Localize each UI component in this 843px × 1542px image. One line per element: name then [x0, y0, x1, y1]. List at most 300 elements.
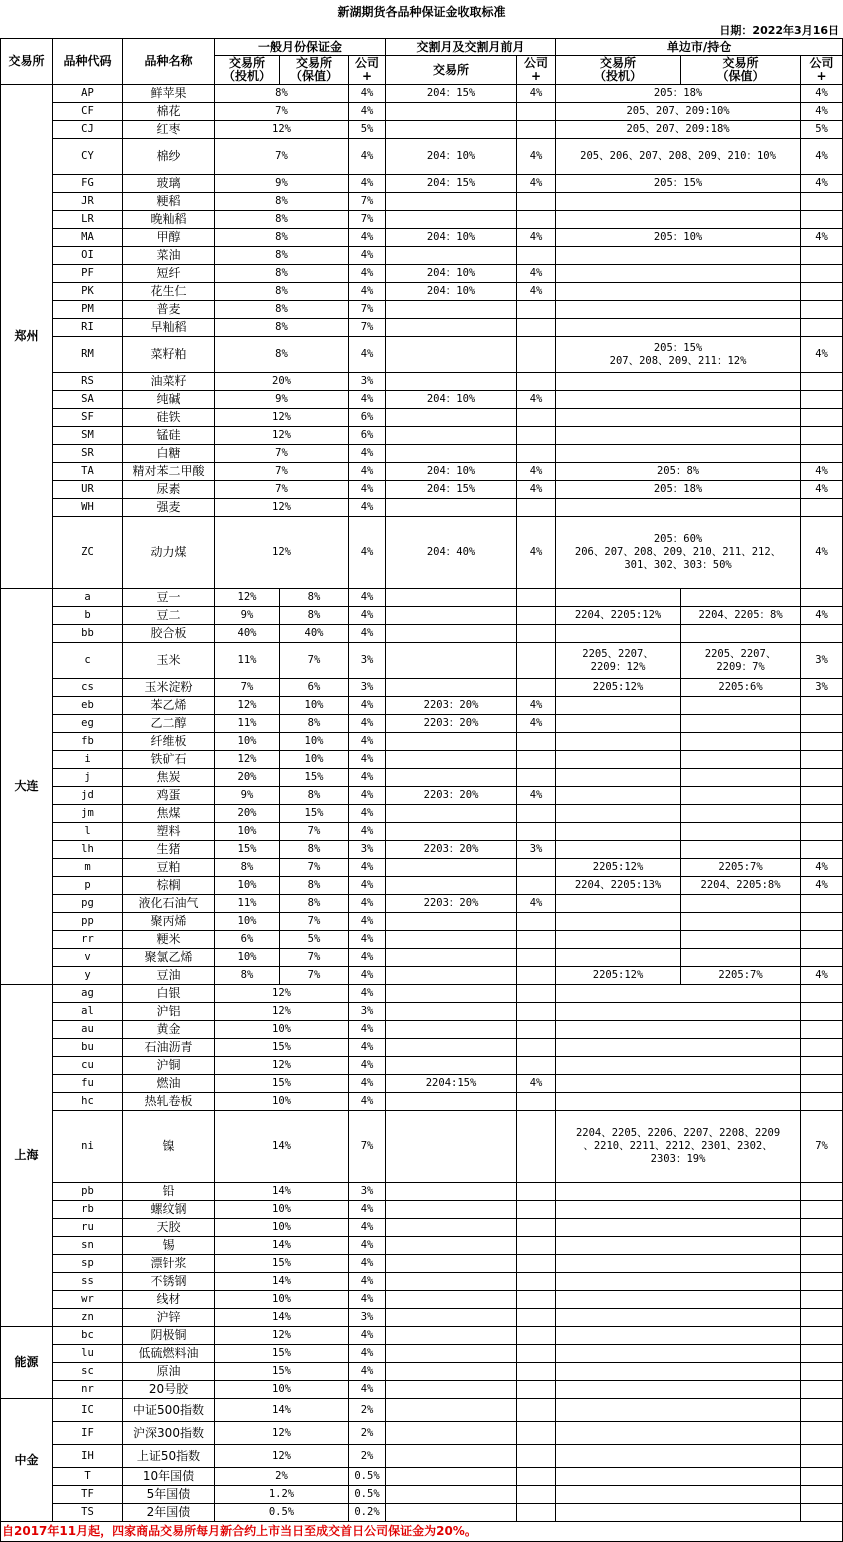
margin-general: 8%: [215, 319, 349, 337]
product-code: eg: [53, 715, 123, 733]
margin-spec: 9%: [215, 607, 280, 625]
table-row: [1, 1255, 843, 1273]
delivery-margin: [386, 859, 517, 877]
delivery-company: [517, 769, 556, 787]
product-code: IF: [53, 1422, 123, 1445]
product-name: 棉花: [123, 103, 215, 121]
uni-company: [801, 1399, 843, 1422]
margin-general: 8%: [215, 229, 349, 247]
product-name: 20号胶: [123, 1381, 215, 1399]
uni-spec: [556, 625, 681, 643]
delivery-company: [517, 1003, 556, 1021]
uni-margin: [556, 1021, 801, 1039]
uni-hedge: 2205、2207、 2209：7%: [681, 643, 801, 679]
company-margin: 3%: [349, 1003, 386, 1021]
uni-spec: [556, 841, 681, 859]
uni-margin: [556, 193, 801, 211]
margin-general: 12%: [215, 121, 349, 139]
margin-hedge: 10%: [280, 733, 349, 751]
delivery-margin: 2203：20%: [386, 841, 517, 859]
table-row: [1, 103, 843, 121]
uni-company: [801, 1237, 843, 1255]
uni-margin: [556, 499, 801, 517]
table-row: [1, 895, 843, 913]
delivery-margin: 204：10%: [386, 265, 517, 283]
company-margin: 4%: [349, 229, 386, 247]
company-margin: 3%: [349, 373, 386, 391]
margin-general: 9%: [215, 175, 349, 193]
table-row: [1, 967, 843, 985]
delivery-margin: [386, 1327, 517, 1345]
delivery-margin: 2203：20%: [386, 787, 517, 805]
product-code: cs: [53, 679, 123, 697]
uni-company: 4%: [801, 175, 843, 193]
margin-general: 12%: [215, 517, 349, 589]
product-code: PK: [53, 283, 123, 301]
company-margin: 3%: [349, 679, 386, 697]
uni-margin: [556, 1381, 801, 1399]
delivery-margin: [386, 499, 517, 517]
product-name: 漂针浆: [123, 1255, 215, 1273]
uni-margin: [556, 283, 801, 301]
delivery-margin: [386, 373, 517, 391]
delivery-margin: 204：15%: [386, 175, 517, 193]
delivery-margin: [386, 625, 517, 643]
company-margin: 6%: [349, 409, 386, 427]
company-margin: 2%: [349, 1445, 386, 1468]
company-margin: 4%: [349, 787, 386, 805]
product-name: 塑料: [123, 823, 215, 841]
uni-company: [801, 589, 843, 607]
uni-company: [801, 1219, 843, 1237]
margin-general: 15%: [215, 1255, 349, 1273]
product-name: 玉米: [123, 643, 215, 679]
company-margin: 4%: [349, 1039, 386, 1057]
uni-margin: [556, 1486, 801, 1504]
table-row: [1, 445, 843, 463]
company-margin: 3%: [349, 1309, 386, 1327]
delivery-company: [517, 301, 556, 319]
uni-spec: [556, 949, 681, 967]
uni-margin: 205：60% 206、207、208、209、210、211、212、 301、302、303：50%: [556, 517, 801, 589]
company-margin: 4%: [349, 139, 386, 175]
product-code: RI: [53, 319, 123, 337]
delivery-company: [517, 1363, 556, 1381]
margin-general: 10%: [215, 1219, 349, 1237]
delivery-company: [517, 733, 556, 751]
product-code: a: [53, 589, 123, 607]
table-row: [1, 1021, 843, 1039]
delivery-margin: [386, 427, 517, 445]
product-code: TA: [53, 463, 123, 481]
product-code: fu: [53, 1075, 123, 1093]
uni-margin: 205：15%: [556, 175, 801, 193]
company-margin: 4%: [349, 499, 386, 517]
delivery-company: 4%: [517, 787, 556, 805]
company-margin: 4%: [349, 1219, 386, 1237]
margin-hedge: 7%: [280, 823, 349, 841]
product-code: j: [53, 769, 123, 787]
margin-general: 20%: [215, 373, 349, 391]
margin-spec: 6%: [215, 931, 280, 949]
product-code: ZC: [53, 517, 123, 589]
company-margin: 4%: [349, 1201, 386, 1219]
product-code: JR: [53, 193, 123, 211]
table-row: [1, 85, 843, 103]
uni-margin: [556, 427, 801, 445]
delivery-margin: [386, 751, 517, 769]
table-row: [1, 733, 843, 751]
company-margin: 4%: [349, 517, 386, 589]
margin-hedge: 7%: [280, 859, 349, 877]
uni-company: [801, 1504, 843, 1522]
margin-general: 7%: [215, 445, 349, 463]
margin-general: 10%: [215, 1381, 349, 1399]
company-margin: 4%: [349, 463, 386, 481]
product-code: ag: [53, 985, 123, 1003]
product-name: 胶合板: [123, 625, 215, 643]
margin-general: 9%: [215, 391, 349, 409]
margin-spec: 11%: [215, 715, 280, 733]
uni-margin: [556, 373, 801, 391]
product-name: 10年国债: [123, 1468, 215, 1486]
delivery-company: 3%: [517, 841, 556, 859]
exchange-cell: 上海: [1, 985, 53, 1327]
delivery-margin: 204：10%: [386, 283, 517, 301]
delivery-margin: [386, 805, 517, 823]
uni-company: [801, 1363, 843, 1381]
uni-company: [801, 1183, 843, 1201]
header-delivery-company: 公司 +: [517, 56, 556, 85]
product-code: wr: [53, 1291, 123, 1309]
product-code: bu: [53, 1039, 123, 1057]
margin-hedge: 15%: [280, 769, 349, 787]
uni-company: [801, 949, 843, 967]
margin-general: 15%: [215, 1075, 349, 1093]
uni-company: [801, 787, 843, 805]
delivery-margin: [386, 1291, 517, 1309]
product-code: SM: [53, 427, 123, 445]
product-name: 早籼稻: [123, 319, 215, 337]
delivery-margin: [386, 211, 517, 229]
uni-margin: 205：8%: [556, 463, 801, 481]
company-margin: 4%: [349, 949, 386, 967]
margin-spec: 10%: [215, 913, 280, 931]
company-margin: 3%: [349, 1183, 386, 1201]
product-name: 乙二醇: [123, 715, 215, 733]
product-name: 玻璃: [123, 175, 215, 193]
margin-general: 15%: [215, 1363, 349, 1381]
delivery-margin: [386, 1183, 517, 1201]
date-label: 日期：2022年3月16日: [719, 24, 839, 37]
company-margin: 4%: [349, 967, 386, 985]
product-code: jm: [53, 805, 123, 823]
margin-spec: 11%: [215, 895, 280, 913]
product-name: 纤维板: [123, 733, 215, 751]
uni-margin: [556, 391, 801, 409]
table-row: [1, 1291, 843, 1309]
delivery-margin: [386, 1273, 517, 1291]
company-margin: 4%: [349, 103, 386, 121]
table-row: [1, 823, 843, 841]
margin-general: 15%: [215, 1345, 349, 1363]
table-row: [1, 229, 843, 247]
margin-hedge: 7%: [280, 967, 349, 985]
product-name: 动力煤: [123, 517, 215, 589]
uni-margin: [556, 445, 801, 463]
uni-company: 4%: [801, 517, 843, 589]
table-row: [1, 625, 843, 643]
header-code: 品种代码: [53, 39, 123, 85]
product-name: 聚氯乙烯: [123, 949, 215, 967]
uni-company: [801, 445, 843, 463]
uni-hedge: 2205:6%: [681, 679, 801, 697]
table-row: [1, 121, 843, 139]
table-row: [1, 841, 843, 859]
product-name: 甲醇: [123, 229, 215, 247]
company-margin: 4%: [349, 1363, 386, 1381]
delivery-company: 4%: [517, 85, 556, 103]
table-row: [1, 1309, 843, 1327]
table-row: [1, 409, 843, 427]
delivery-margin: [386, 1093, 517, 1111]
table-row: [1, 931, 843, 949]
delivery-company: [517, 1468, 556, 1486]
product-code: hc: [53, 1093, 123, 1111]
uni-company: 3%: [801, 643, 843, 679]
delivery-company: [517, 931, 556, 949]
product-name: 沪深300指数: [123, 1422, 215, 1445]
margin-general: 8%: [215, 85, 349, 103]
delivery-company: [517, 1486, 556, 1504]
product-code: rb: [53, 1201, 123, 1219]
product-name: 沪铜: [123, 1057, 215, 1075]
header-unilateral: 单边市/持仓: [556, 39, 843, 56]
delivery-company: [517, 319, 556, 337]
uni-margin: [556, 1504, 801, 1522]
uni-spec: 2204、2205:12%: [556, 607, 681, 625]
uni-hedge: 2205:7%: [681, 967, 801, 985]
margin-general: 10%: [215, 1291, 349, 1309]
delivery-margin: [386, 1003, 517, 1021]
product-code: p: [53, 877, 123, 895]
delivery-margin: [386, 1504, 517, 1522]
uni-company: 4%: [801, 85, 843, 103]
product-name: 豆一: [123, 589, 215, 607]
product-code: l: [53, 823, 123, 841]
delivery-company: [517, 1345, 556, 1363]
table-row: [1, 391, 843, 409]
table-row: [1, 607, 843, 625]
uni-spec: 2205、2207、 2209：12%: [556, 643, 681, 679]
delivery-company: 4%: [517, 229, 556, 247]
uni-company: [801, 211, 843, 229]
product-code: RM: [53, 337, 123, 373]
company-margin: 7%: [349, 193, 386, 211]
uni-margin: 205：18%: [556, 85, 801, 103]
company-margin: 4%: [349, 481, 386, 499]
company-margin: 4%: [349, 1093, 386, 1111]
product-code: IH: [53, 1445, 123, 1468]
company-margin: 7%: [349, 211, 386, 229]
delivery-company: [517, 949, 556, 967]
delivery-margin: [386, 679, 517, 697]
margin-hedge: 8%: [280, 787, 349, 805]
company-margin: 3%: [349, 643, 386, 679]
table-row: [1, 1486, 843, 1504]
product-name: 玉米淀粉: [123, 679, 215, 697]
uni-company: [801, 697, 843, 715]
table-row: [1, 859, 843, 877]
uni-margin: [556, 1468, 801, 1486]
uni-margin: 205、206、207、208、209、210：10%: [556, 139, 801, 175]
delivery-company: [517, 877, 556, 895]
delivery-margin: [386, 1363, 517, 1381]
delivery-margin: [386, 643, 517, 679]
uni-spec: [556, 931, 681, 949]
uni-company: [801, 1468, 843, 1486]
uni-hedge: [681, 895, 801, 913]
margin-spec: 20%: [215, 805, 280, 823]
product-name: 黄金: [123, 1021, 215, 1039]
product-code: CY: [53, 139, 123, 175]
uni-company: [801, 1422, 843, 1445]
margin-general: 12%: [215, 1422, 349, 1445]
delivery-company: [517, 1201, 556, 1219]
product-name: 普麦: [123, 301, 215, 319]
margin-general: 12%: [215, 1003, 349, 1021]
margin-general: 12%: [215, 409, 349, 427]
uni-company: [801, 499, 843, 517]
product-code: zn: [53, 1309, 123, 1327]
uni-hedge: [681, 625, 801, 643]
product-name: 阴极铜: [123, 1327, 215, 1345]
uni-margin: 205、207、209:10%: [556, 103, 801, 121]
uni-margin: [556, 1345, 801, 1363]
product-code: jd: [53, 787, 123, 805]
uni-margin: [556, 319, 801, 337]
product-name: 沪铝: [123, 1003, 215, 1021]
margin-general: 12%: [215, 1445, 349, 1468]
product-name: 沪锌: [123, 1309, 215, 1327]
uni-spec: [556, 589, 681, 607]
product-code: TF: [53, 1486, 123, 1504]
product-code: y: [53, 967, 123, 985]
product-name: 精对苯二甲酸: [123, 463, 215, 481]
delivery-margin: [386, 121, 517, 139]
header-uni-spec: 交易所 （投机）: [556, 56, 681, 85]
product-name: 生猪: [123, 841, 215, 859]
product-name: 原油: [123, 1363, 215, 1381]
delivery-company: [517, 1327, 556, 1345]
product-name: 2年国债: [123, 1504, 215, 1522]
product-code: WH: [53, 499, 123, 517]
product-name: 5年国债: [123, 1486, 215, 1504]
uni-margin: 205、207、209:18%: [556, 121, 801, 139]
product-name: 红枣: [123, 121, 215, 139]
product-code: MA: [53, 229, 123, 247]
product-name: 粳米: [123, 931, 215, 949]
margin-spec: 10%: [215, 733, 280, 751]
delivery-company: [517, 1057, 556, 1075]
header-exchange: 交易所: [1, 39, 53, 85]
uni-company: [801, 1255, 843, 1273]
table-row: [1, 589, 843, 607]
product-code: AP: [53, 85, 123, 103]
delivery-company: 4%: [517, 481, 556, 499]
product-name: 强麦: [123, 499, 215, 517]
product-code: rr: [53, 931, 123, 949]
delivery-company: 4%: [517, 895, 556, 913]
company-margin: 4%: [349, 823, 386, 841]
delivery-company: [517, 1255, 556, 1273]
margin-general: 14%: [215, 1183, 349, 1201]
delivery-company: 4%: [517, 463, 556, 481]
delivery-margin: [386, 1057, 517, 1075]
margin-general: 12%: [215, 1327, 349, 1345]
footer-note: 自2017年11月起，四家商品交易所每月新合约上市当日至成交首日公司保证金为20%。: [0, 1522, 843, 1542]
product-name: 白银: [123, 985, 215, 1003]
table-row: [1, 1381, 843, 1399]
uni-spec: [556, 733, 681, 751]
margin-spec: 11%: [215, 643, 280, 679]
product-code: lh: [53, 841, 123, 859]
uni-company: [801, 373, 843, 391]
margin-table: [0, 38, 843, 1522]
uni-company: [801, 1291, 843, 1309]
table-row: [1, 463, 843, 481]
header-uni-hedge: 交易所 （保值）: [681, 56, 801, 85]
delivery-company: [517, 1504, 556, 1522]
table-row: [1, 1445, 843, 1468]
table-row: [1, 1363, 843, 1381]
uni-spec: 2205:12%: [556, 967, 681, 985]
delivery-company: [517, 607, 556, 625]
margin-general: 8%: [215, 193, 349, 211]
company-margin: 4%: [349, 625, 386, 643]
product-name: 焦炭: [123, 769, 215, 787]
delivery-margin: [386, 949, 517, 967]
margin-spec: 7%: [215, 679, 280, 697]
product-code: au: [53, 1021, 123, 1039]
uni-company: [801, 769, 843, 787]
uni-margin: [556, 247, 801, 265]
company-margin: 0.5%: [349, 1486, 386, 1504]
uni-margin: [556, 265, 801, 283]
margin-general: 8%: [215, 211, 349, 229]
uni-spec: 2204、2205:13%: [556, 877, 681, 895]
company-margin: 4%: [349, 751, 386, 769]
margin-general: 14%: [215, 1111, 349, 1183]
margin-general: 12%: [215, 1057, 349, 1075]
margin-general: 7%: [215, 103, 349, 121]
delivery-margin: [386, 1445, 517, 1468]
uni-company: [801, 895, 843, 913]
product-name: 焦煤: [123, 805, 215, 823]
company-margin: 4%: [349, 1327, 386, 1345]
table-row: [1, 1504, 843, 1522]
product-code: i: [53, 751, 123, 769]
delivery-company: [517, 1422, 556, 1445]
company-margin: 4%: [349, 913, 386, 931]
uni-hedge: [681, 949, 801, 967]
margin-general: 1.2%: [215, 1486, 349, 1504]
margin-general: 2%: [215, 1468, 349, 1486]
table-row: [1, 1273, 843, 1291]
table-row: [1, 319, 843, 337]
uni-company: [801, 823, 843, 841]
product-code: fb: [53, 733, 123, 751]
